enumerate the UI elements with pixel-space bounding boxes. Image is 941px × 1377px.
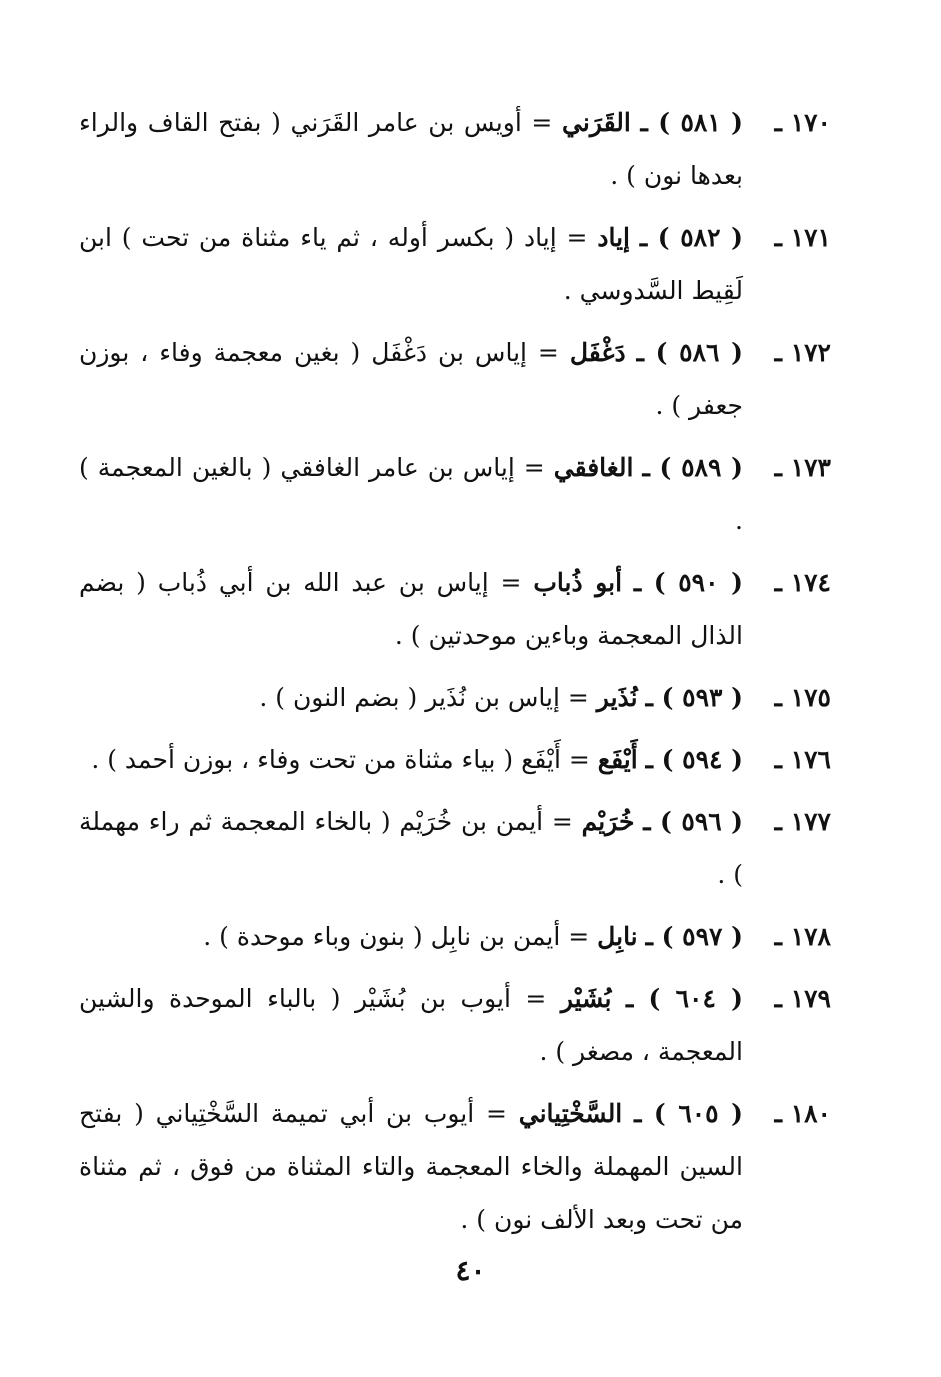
entry-headword: خُرَيْم — [581, 807, 635, 836]
entry-body — [79, 108, 743, 190]
entry-body — [79, 453, 743, 535]
entry — [79, 910, 831, 963]
entry-number: ١٧٥ ـ — [774, 683, 831, 712]
entry-text: = أيوب بن أبي تميمة السَّخْتِياني ( بفتح السين المهملة والخاء المعجمة والتاء المثناة من فوق ، ثم مثناة من تحت وبعد الألف نون ) . — [79, 1099, 743, 1234]
entry-reference: ( ٥٩٦ ) ـ — [643, 807, 743, 836]
entry-list — [79, 96, 831, 1255]
entry-reference: ( ٥٩٤ ) ـ — [645, 745, 743, 774]
entry-reference: ( ٥٩٣ ) ـ — [645, 683, 743, 712]
entry-body — [79, 984, 743, 1066]
entry-number: ١٧٦ ـ — [774, 745, 831, 774]
entry-headword: أَيْفَع — [597, 745, 638, 774]
entry-text: = أيمن بن خُرَيْم ( بالخاء المعجمة ثم راء مهملة ) . — [79, 807, 743, 889]
entry-text: = إياس بن دَغْفَل ( بغين معجمة وفاء ، بوزن جعفر ) . — [79, 338, 743, 420]
entry-text: = إياس بن عبد الله بن أبي ذُباب ( بضم الذال المعجمة وباءين موحدتين ) . — [79, 568, 743, 650]
entry-headword: السَّخْتِياني — [518, 1099, 623, 1128]
entry-text: = أيمن بن نابِل ( بنون وباء موحدة ) . — [203, 922, 590, 951]
entry-body — [79, 807, 743, 889]
entry-text: = إياس بن عامر الغافقي ( بالغين المعجمة ) . — [79, 453, 743, 535]
entry-body — [79, 338, 743, 420]
entry-number: ١٧٩ ـ — [774, 984, 831, 1013]
entry — [79, 1087, 831, 1246]
entry-number: ١٧٧ ـ — [774, 807, 831, 836]
entry-reference: ( ٦٠٥ ) ـ — [634, 1099, 744, 1128]
entry — [79, 671, 831, 724]
entry — [79, 733, 831, 786]
entry-reference: ( ٥٨٢ ) ـ — [639, 223, 743, 252]
entry-headword: أبو ذُباب — [533, 568, 623, 597]
entry-number: ١٧٤ ـ — [774, 568, 831, 597]
entry-reference: ( ٥٨٦ ) ـ — [636, 338, 743, 367]
entry — [79, 441, 831, 547]
entry-number: ١٨٠ ـ — [774, 1099, 831, 1128]
entry — [79, 556, 831, 662]
entry-body — [79, 1099, 743, 1234]
entry-reference: ( ٥٨١ ) ـ — [640, 108, 744, 137]
entry-body — [91, 745, 743, 774]
entry-text: = إياد ( بكسر أوله ، ثم ياء مثناة من تحت ) ابن لَقِيط السَّدوسي . — [79, 223, 743, 305]
entry-text: = أَيْفَع ( بياء مثناة من تحت وفاء ، بوزن أحمد ) . — [91, 745, 590, 774]
entry-body — [259, 683, 743, 712]
entry-text: = إياس بن نُذَير ( بضم النون ) . — [259, 683, 589, 712]
entry-number: ١٧٣ ـ — [774, 453, 831, 482]
entry — [79, 211, 831, 317]
entry-text: = أويس بن عامر القَرَني ( بفتح القاف والراء بعدها نون ) . — [79, 108, 743, 190]
entry — [79, 795, 831, 901]
entry — [79, 326, 831, 432]
entry-reference: ( ٥٩٧ ) ـ — [645, 922, 743, 951]
entry-reference: ( ٦٠٤ ) ـ — [625, 984, 744, 1013]
entry-body — [79, 223, 743, 305]
entry-number: ١٧٢ ـ — [774, 338, 831, 367]
entry-reference: ( ٥٩٠ ) ـ — [633, 568, 743, 597]
page-number: ٤٠ — [455, 1254, 486, 1287]
entry-reference: ( ٥٨٩ ) ـ — [642, 453, 743, 482]
entry-headword: القَرَني — [562, 108, 631, 137]
entry-headword: إياد — [597, 223, 630, 252]
entry-body — [79, 568, 743, 650]
entry-text: = أيوب بن بُشَيْر ( بالباء الموحدة والشين المعجمة ، مصغر ) . — [79, 984, 743, 1066]
entry-number: ١٧٠ ـ — [774, 108, 831, 137]
entry-number: ١٧٨ ـ — [774, 922, 831, 951]
entry — [79, 96, 831, 202]
entry-headword: بُشَيْر — [560, 984, 612, 1013]
entry-headword: نُذَير — [596, 683, 638, 712]
entry-body — [203, 922, 743, 951]
entry-number: ١٧١ ـ — [774, 223, 831, 252]
entry — [79, 972, 831, 1078]
entry-headword: دَغْفَل — [569, 338, 626, 367]
entry-headword: الغافقي — [553, 453, 634, 482]
entry-headword: نابِل — [597, 922, 638, 951]
